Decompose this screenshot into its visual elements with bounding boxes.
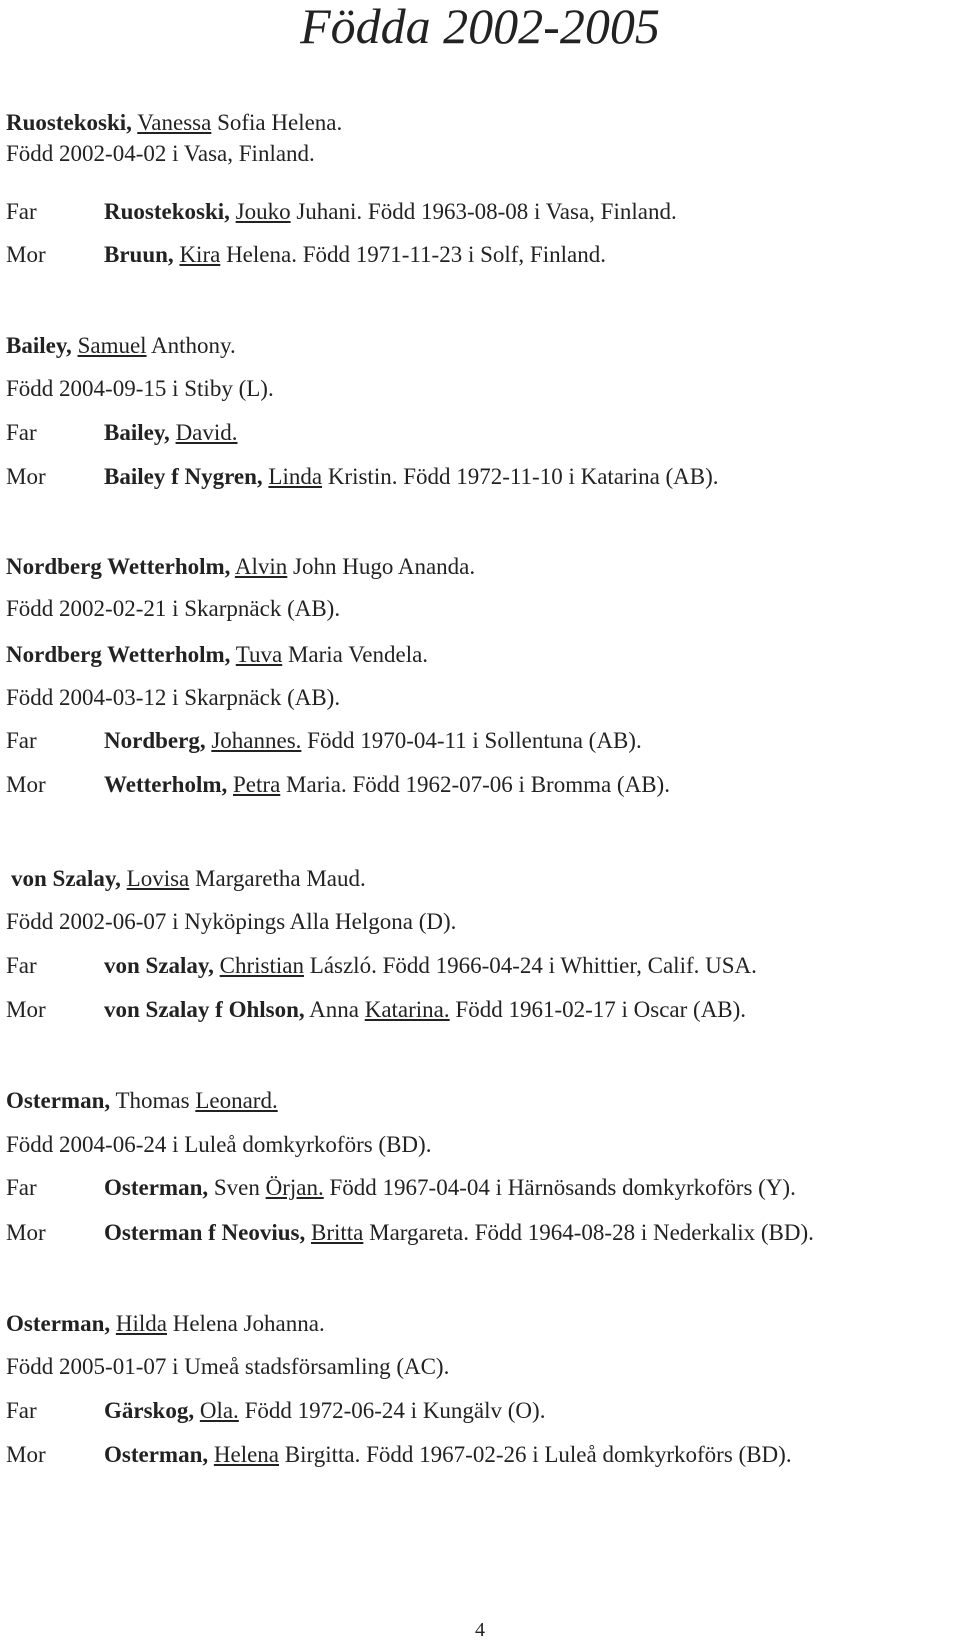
- surname: Ruostekoski,: [6, 110, 132, 135]
- call-name: Helena: [213, 1442, 280, 1467]
- parent-role-label: Far: [6, 1175, 37, 1200]
- parent-line: [6, 1173, 796, 1203]
- birth-date-place: Född 2002-06-07 i Nyköpings Alla Helgona (D).: [6, 909, 457, 934]
- surname: Gärskog,: [104, 1398, 195, 1423]
- record-details: Anthony.: [151, 333, 236, 358]
- surname: Bruun,: [104, 242, 174, 267]
- parent-role-label: Mor: [6, 1442, 46, 1467]
- parent-role-label: Mor: [6, 772, 46, 797]
- birth-date-place: Född 2002-02-21 i Skarpnäck (AB).: [6, 596, 341, 621]
- call-name: Örjan.: [265, 1175, 324, 1200]
- call-name: Vanessa: [137, 110, 212, 135]
- call-name: Jouko: [235, 199, 291, 224]
- birth-info-line: [6, 1130, 431, 1160]
- given-name: Thomas: [115, 1088, 190, 1113]
- call-name: David.: [175, 420, 238, 445]
- surname: Bailey,: [104, 420, 170, 445]
- parent-line: [6, 1440, 792, 1470]
- parent-line: [6, 951, 757, 981]
- call-name: Tuva: [235, 642, 283, 667]
- surname: Wetterholm,: [104, 772, 228, 797]
- record-details: Juhani. Född 1963-08-08 i Vasa, Finland.: [296, 199, 677, 224]
- person-line: [6, 331, 236, 361]
- call-name: Britta: [310, 1220, 364, 1245]
- person-line: [6, 640, 428, 670]
- given-name: Anna: [309, 997, 359, 1022]
- record-details: Maria. Född 1962-07-06 i Bromma (AB).: [286, 772, 670, 797]
- parent-line: [6, 418, 238, 448]
- parent-role-label: Far: [6, 199, 37, 224]
- parent-role-label: Far: [6, 953, 37, 978]
- person-line: [6, 552, 475, 582]
- birth-date-place: Född 2004-03-12 i Skarpnäck (AB).: [6, 685, 341, 710]
- parent-line: [6, 240, 606, 270]
- call-name: Christian: [219, 953, 305, 978]
- record-details: Född 1970-04-11 i Sollentuna (AB).: [307, 728, 642, 753]
- birth-date-place: Född 2005-01-07 i Umeå stadsförsamling (AC).: [6, 1354, 450, 1379]
- surname: Osterman,: [104, 1175, 209, 1200]
- parent-role-label: Mor: [6, 1220, 46, 1245]
- surname: Osterman,: [6, 1088, 111, 1113]
- birth-info-line: [6, 683, 340, 713]
- parent-role-label: Far: [6, 728, 37, 753]
- record-details: John Hugo Ananda.: [293, 554, 476, 579]
- birth-date-place: Född 2004-09-15 i Stiby (L).: [6, 376, 274, 401]
- call-name: Ola.: [199, 1398, 239, 1423]
- birth-date-place: Född 2002-04-02 i Vasa, Finland.: [6, 141, 315, 166]
- parent-line: [6, 770, 670, 800]
- birth-info-line: [6, 907, 456, 937]
- page-title: Födda 2002-2005: [300, 0, 660, 54]
- record-details: László. Född 1966-04-24 i Whittier, Calif. USA.: [309, 953, 757, 978]
- record-details: Maria Vendela.: [287, 642, 429, 667]
- parent-line: [6, 1218, 814, 1248]
- record-details: Sofia Helena.: [217, 110, 343, 135]
- birth-info-line: [6, 1352, 449, 1382]
- surname: Bailey,: [6, 333, 72, 358]
- surname: von Szalay,: [11, 866, 121, 891]
- parent-line: [6, 462, 719, 492]
- call-name: Alvin: [234, 554, 288, 579]
- record-details: Helena Johanna.: [172, 1311, 325, 1336]
- surname: Osterman,: [104, 1442, 209, 1467]
- birth-date-place: Född 2004-06-24 i Luleå domkyrkoförs (BD).: [6, 1132, 432, 1157]
- surname: von Szalay,: [104, 953, 214, 978]
- parent-line: [6, 726, 642, 756]
- surname: Ruostekoski,: [104, 199, 230, 224]
- record-details: Helena. Född 1971-11-23 i Solf, Finland.: [226, 242, 606, 267]
- person-line: [11, 864, 366, 894]
- parent-role-label: Far: [6, 420, 37, 445]
- call-name: Johannes.: [211, 728, 302, 753]
- person-line: [6, 108, 342, 138]
- parent-role-label: Mor: [6, 997, 46, 1022]
- record-details: Kristin. Född 1972-11-10 i Katarina (AB).: [327, 464, 719, 489]
- record-details: Birgitta. Född 1967-02-26 i Luleå domkyrkoförs (BD).: [284, 1442, 792, 1467]
- record-details: Född 1972-06-24 i Kungälv (O).: [244, 1398, 546, 1423]
- parent-role-label: Far: [6, 1398, 37, 1423]
- record-details: Margaretha Maud.: [195, 866, 366, 891]
- surname: Nordberg Wetterholm,: [6, 554, 231, 579]
- call-name: Samuel: [77, 333, 147, 358]
- birth-info-line: [6, 374, 274, 404]
- call-name: Hilda: [115, 1311, 167, 1336]
- person-line: [6, 1086, 278, 1116]
- parent-line: [6, 197, 677, 227]
- record-details: Margareta. Född 1964-08-28 i Nederkalix (BD).: [369, 1220, 814, 1245]
- surname: Bailey f Nygren,: [104, 464, 263, 489]
- call-name: Katarina.: [364, 997, 450, 1022]
- parent-line: [6, 995, 746, 1025]
- record-details: Född 1967-04-04 i Härnösands domkyrkoförs (Y).: [329, 1175, 796, 1200]
- surname: Osterman,: [6, 1311, 111, 1336]
- call-name: Linda: [268, 464, 323, 489]
- given-name: Sven: [213, 1175, 260, 1200]
- call-name: Leonard.: [195, 1088, 278, 1113]
- surname: von Szalay f Ohlson,: [104, 997, 305, 1022]
- surname: Osterman f Neovius,: [104, 1220, 306, 1245]
- parent-role-label: Mor: [6, 464, 46, 489]
- birth-info-line: [6, 594, 340, 624]
- surname: Nordberg,: [104, 728, 206, 753]
- parent-line: [6, 1396, 545, 1426]
- call-name: Lovisa: [126, 866, 190, 891]
- call-name: Petra: [233, 772, 281, 797]
- parent-role-label: Mor: [6, 242, 46, 267]
- birth-info-line: [6, 139, 315, 169]
- person-line: [6, 1309, 325, 1339]
- record-details: Född 1961-02-17 i Oscar (AB).: [455, 997, 747, 1022]
- page-number: 4: [475, 1619, 485, 1641]
- surname: Nordberg Wetterholm,: [6, 642, 231, 667]
- call-name: Kira: [179, 242, 221, 267]
